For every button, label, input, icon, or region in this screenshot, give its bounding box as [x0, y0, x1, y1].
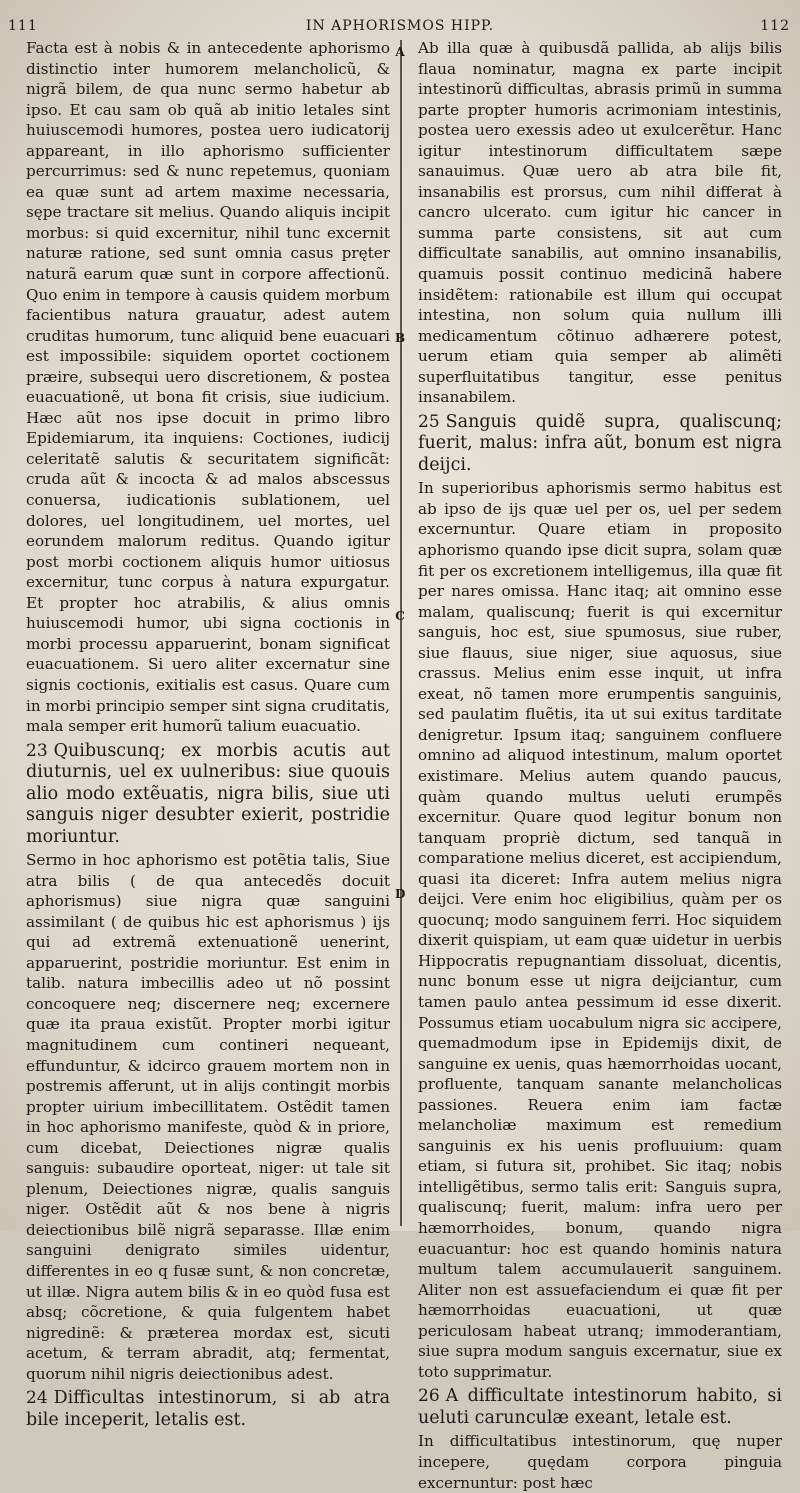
aphorism-text: Sanguis quidẽ supra, qualiscunq; fuerit, malus: infra aũt, bonum est nigra deijci. [418, 411, 782, 475]
aphorism-text: Difficultas intestinorum, si ab atra bile inceperit, letalis est. [26, 1388, 390, 1430]
aphorism-number: 24 [26, 1388, 48, 1409]
commentary-paragraph: In superioribus aphorismis sermo habitus est ab ipso de ijs quæ uel per os, uel per sedem excernuntur. Quare etiam in proposito aphorismo quando ipse dicit supra, solam quæ fit per os excretionem intelligemus, illa quæ fit per nares omissa. Hanc itaq; ait omnino esse malam, qualiscunq; fuerit is qui excernitur sanguis, hoc est, siue spumosus, siue ruber, siue flauus, siue niger, siue aquosus, siue crassus. Melius enim esse inquit, ut infra exeat, nõ tamen more erumpentis sanguinis, sed paulatim fluẽtis, ita ut sui exitus tarditate denigretur. Ipsum itaq; sanguinem confluere omnino ad aliquod intestinum, malum oportet existimare. Melius autem quando paucus, quàm quando multus ueluti erumpẽs excernitur. Quare quod legitur bonum non tanquam propriè dictum, sed tanquã in comparatione melius diceret, est accipiendum, quasi ita diceret: Infra autem melius nigra deijci. Vere enim hoc eligibilius, quàm per os quocunq; modo sanguinem ferri. Hoc siquidem dixerit quispiam, ut eam quæ uidetur in uerbis Hippocratis repugnantiam dissoluat, dicentis, nunc bonum esse ut nigra deijciantur, cum tamen paulo antea pessimum id esse dixerit. Possumus etiam uocabulum nigra sic accipere, quemadmodum ipse in Epidemijs dixit, de sanguine ex uenis, quas hæmorrhoidas uocant, profluente, tanquam sanante melancholicas passiones. Reuera enim iam factæ melancholiæ maximum est remedium sanguinis ex his uenis profluuium: quam etiam, si futura sit, prohibet. Sic itaq; nobis intelligẽtibus, sermo talis erit: Sanguis supra, qualiscunq; fuerit, malum: infra uero per hæmorrhoides, bonum, quando nigra euacuantur: hoc est quando hominis natura multum talem accumulauerit sanguinem. Aliter non est assuefaciendum ei quæ fit per hæmorrhoidas euacuationi, ut quæ periculosam habeat utranq; immoderantiam, siue supra modum sanguis excernatur, siue ex toto supprimatur. [418, 479, 782, 1381]
right-column [418, 38, 782, 1492]
left-page-number: 111 [8, 18, 38, 34]
aphorism-23 [26, 741, 390, 849]
aphorism-24 [26, 1388, 390, 1431]
aphorism-number: 26 [418, 1386, 440, 1407]
margin-marker-d: D [395, 887, 406, 901]
commentary-paragraph: Ab illa quæ à quibusdã pallida, ab alijs bilis flaua nominatur, magna ex parte incipit intestinorũ difficultas, abrasis primũ in summa parte propter humoris acrimoniam intestinis, postea uero exessis adeo ut exulcerẽtur. Hanc igitur intestinorum difficultatem sæpe sanauimus. Quæ uero ab atra bile fit, insanabilis est prorsus, cum nihil differat à cancro ulcerato. cum igitur hic cancer in summa parte consistens, sit aut cum difficultate sanabilis, aut omnino insanabilis, quamuis possit continuo medicinã habere insidẽtem: rationabile est illum qui occupat intestina, non solum quia nullum illi medicamentum cõtinuo adhærere potest, uerum etiam quia semper ab alimẽti superfluitatibus tangitur, esse penitus insanabilem. [418, 39, 782, 407]
aphorism-26 [418, 1386, 782, 1429]
commentary-paragraph: Sermo in hoc aphorismo est potẽtia talis, Siue atra bilis ( de qua antecedẽs docuit aphorismus) siue nigra quæ sanguini assimilant ( de quibus hic est aphorismus ) ijs qui ad extremã extenuationẽ uenerint, apparuerint, postridie moriuntur. Est enim in talib. natura imbecillis adeo ut nõ possint concoquere neq; discernere neq; excernere quæ ita praua existũt. Propter morbi igitur magnitudinem cum contineri nequeant, effunduntur, & idcirco grauem mortem non in postremis afferunt, ut in alijs contingit morbis propter uirium imbecillitatem. Ostẽdit tamen in hoc aphorismo manifeste, quòd & in priore, cum dicebat, Deiectiones nigræ qualis sanguis: subaudire oporteat, niger: ut tale sit plenum, Deiectiones nigræ, qualis sanguis niger. Ostẽdit aũt & nos bene à nigris deiectionibus bilẽ nigrã separasse. Illæ enim sanguini denigrato similes uidentur, differentes in eo q fusæ sunt, & non concretæ, ut illæ. Nigra autem bilis & in eo quòd fusa est absq; cõcretione, & quia fulgentem habet nigredinẽ: & præterea mordax est, sicuti acetum, & terram abradit, atq; fermentat, quorum nihil nigris deiectionibus adest. [26, 851, 390, 1383]
right-page-number: 112 [760, 18, 790, 34]
margin-marker-c: C [395, 609, 405, 623]
aphorism-number: 23 [26, 740, 48, 761]
margin-marker-b: B [395, 331, 406, 345]
commentary-paragraph: In difficultatibus intestinorum, quę nuper incepere, quędam corpora pinguia excernuntur: post hæc [418, 1432, 782, 1492]
aphorism-number: 25 [418, 411, 440, 432]
aphorism-text: A difficultate intestinorum habito, si ueluti carunculæ exeant, letale est. [418, 1386, 782, 1428]
running-header [0, 6, 800, 38]
margin-marker-a: A [395, 45, 405, 59]
aphorism-text: Quibuscunq; ex morbis acutis aut diuturnis, uel ex uulneribus: siue quouis alio modo extẽuatis, nigra bilis, siue uti sanguis niger desubter exierit, postridie moriuntur. [26, 740, 390, 847]
commentary-paragraph: Facta est à nobis & in antecedente aphorismo distinctio inter humorem melancholicũ, & nigrã bilem, de qua nunc sermo habetur ab ipso. Et cau sam ob quã ab initio letales sint huiuscemodi humores, postea uero iudicatorij appareant, in illo aphorismo sufficienter percurrimus: sed & nunc repetemus, quoniam ea quæ sunt ad artem maxime necessaria, sępe tractare sit melius. Quando aliquis incipit morbus: si quid excernitur, nihil tunc excernit naturæ ratione, sed sunt omnia casus pręter naturã earum quæ sunt in corpore affectionũ. Quo enim in tempore à causis quidem morbum facientibus natura grauatur, adest autem cruditas humorum, tunc aliquid bene euacuari est impossibile: siquidem oportet coctionem præire, subsequi uero discretionem, & postea euacuationẽ, ut bona fit crisis, siue iudicium. Hæc aũt nos ipse docuit in primo libro Epidemiarum, ita inquiens: Coctiones, iudicij celeritatẽ salutis & securitatem significãt: cruda aũt & incocta & ad malos abscessus conuersa, iudicationis sublationem, uel dolores, uel longitudinem, uel mortes, uel eorundem malorum reditus. Quando igitur post morbi coctionem aliquis humor uitiosus excernitur, tunc corpus à natura expurgatur. Et propter hoc atrabilis, & alius omnis huiuscemodi humor, ubi signa coctionis in morbi processu apparuerint, bonam significat euacuationem. Si uero aliter excernatur sine signis coctionis, exitialis est casus. Quare cum in morbi principio semper sint signa cruditatis, mala semper erit humorũ talium euacuatio. [26, 39, 390, 736]
column-divider [400, 40, 402, 1226]
left-column [26, 38, 390, 1430]
running-title: IN APHORISMOS HIPP. [305, 18, 495, 34]
aphorism-25 [418, 412, 782, 477]
